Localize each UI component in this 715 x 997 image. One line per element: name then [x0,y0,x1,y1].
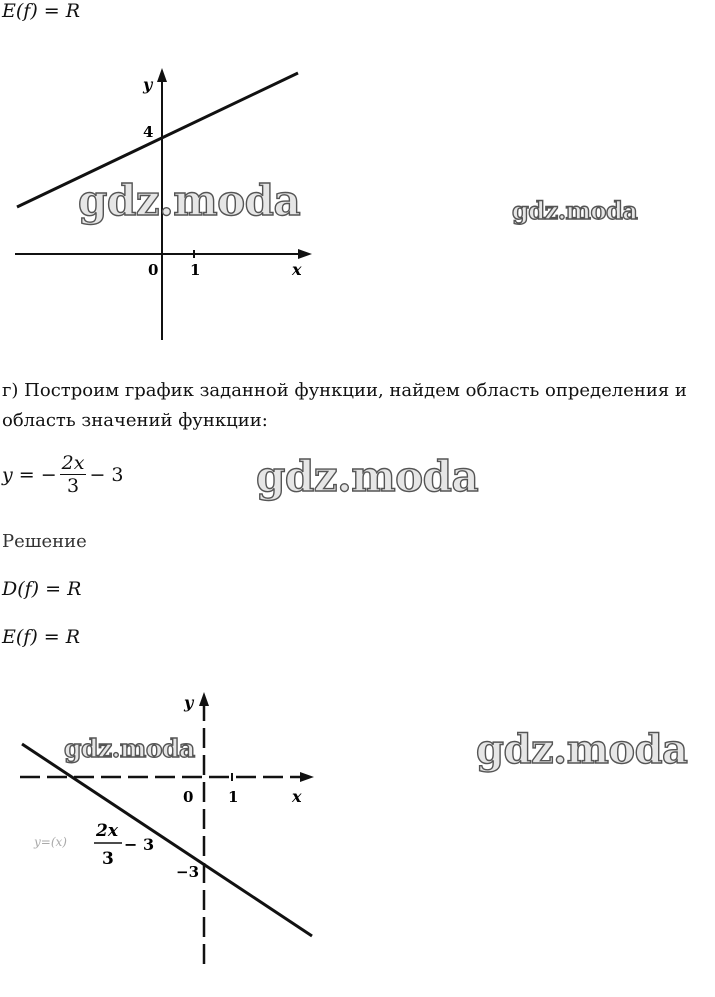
graph2-curve-label-num: 2x [96,821,118,841]
watermark: gdz.moda [256,452,479,501]
graph-2 [0,684,330,984]
section-heading: г) Построим график заданной функции, найдем область определения и [2,380,687,401]
graph1-origin-label: 0 [148,261,159,279]
watermark: gdz.moda [512,196,638,225]
formula-y: y = − [2,463,57,486]
graph2-x-label: x [292,787,302,806]
formula-tail: − 3 [89,463,124,486]
solution-label: Решение [2,531,87,552]
graph2-y-tick-label: −3 [176,863,200,881]
formula-denominator: 3 [67,475,80,497]
graph1-x-arrow [298,249,312,259]
graph1-y-arrow [157,68,167,82]
graph2-x-arrow [300,772,314,782]
graph2-origin-label: 0 [183,788,194,806]
graph2-y-label: y [184,693,194,712]
formula-numerator: 2x [61,452,85,474]
graph1-y-label: y [143,75,153,94]
ef-line: E(f) = R [2,626,81,648]
graph2-x-tick-label: 1 [228,788,239,806]
graph2-curve-label-tail: − 3 [124,835,155,854]
watermark: gdz.moda [64,734,195,763]
graph1-x-label: x [292,260,302,279]
df-line: D(f) = R [2,578,82,600]
watermark: gdz.moda [78,176,301,225]
graph1-y-tick-label: 4 [143,123,154,141]
function-formula [2,452,124,497]
ef-line-top: E(f) = R [2,0,81,22]
section-heading-cont: область значений функции: [2,410,268,431]
formula-fraction [60,452,87,497]
graph2-curve-label-den: 3 [102,849,114,869]
graph1-x-tick-label: 1 [190,261,201,279]
graph2-y-arrow [199,692,209,706]
graph2-curve-label-prefix: y=(x) [34,835,67,849]
watermark: gdz.moda [476,726,688,773]
